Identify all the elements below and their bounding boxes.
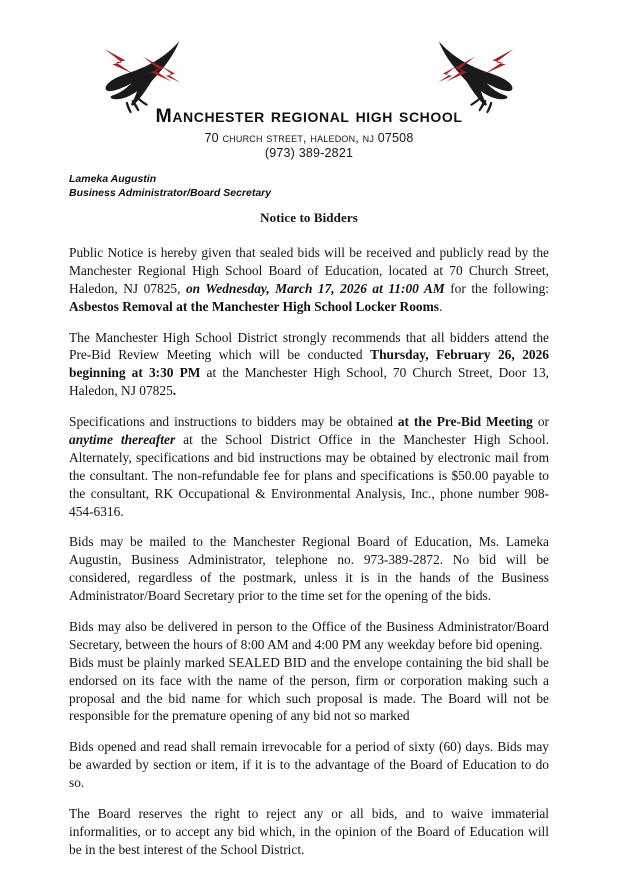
falcon-lightning-logo (420, 28, 538, 114)
p1-text-1: Public Notice is hereby given that sealed bids will be received and publicly read by the Manchester Regional High School Board of Education, located at 70 Church Street, Haledon, NJ 07825, (69, 245, 549, 296)
p1-text-2: for the following: (444, 280, 549, 296)
masthead (0, 106, 618, 160)
school-address: 70 church street, haledon, nj 07508 (204, 131, 414, 146)
paragraph-sealed-bid: Bids must be plainly marked SEALED BID and the envelope containing the bid shall be endorsed on its face with the name of the person, firm or corporation making such a proposal and the bid name for which such proposal is made. The Board will not be responsible for the premature opening of any bid not so marked (69, 654, 549, 724)
p1-bid-datetime: on Wednesday, March 17, 2026 at 11:00 AM (185, 280, 445, 296)
administrator-block (69, 172, 271, 200)
administrator-title: Business Administrator/Board Secretary (69, 187, 272, 200)
paragraph-mailed-bids: Bids may be mailed to the Manchester Regional Board of Education, Ms. Lameka Augustin, Business Administrator, telephone no. 973-389-2872. No bid will be considered, regardless of the postmark, unless it is in the hands of the Business Administrator/Board Secretary prior to the time set for the opening of the bids. (69, 534, 549, 604)
paragraph-in-person-delivery: Bids may also be delivered in person to the Office of the Business Administrator/Board Secretary, between the hours of 8:00 AM and 4:00 PM any weekday before bid opening. (69, 619, 549, 652)
p2-text-end: . (172, 383, 177, 399)
paragraph-public-notice (69, 244, 549, 316)
p3-text-1: Specifications and instructions to bidders may be obtained (69, 414, 398, 430)
p2-text-1: The Manchester High School District strongly recommends that all bidders attend the Pre-Bid Review Meeting which will be conducted (69, 329, 549, 363)
letterhead (0, 0, 618, 160)
falcon-lightning-logo (80, 28, 198, 114)
school-name: Manchester regional high school (155, 105, 463, 127)
page-title: Notice to Bidders (260, 210, 358, 225)
p3-anytime-thereafter: anytime thereafter (69, 432, 176, 448)
p3-text-3: at the School District Office in the Manchester High School. Alternately, specifications and bid instructions may be obtained by electronic mail from the consultant. The non-refundable fee for plans and specifications is $50.00 payable to the consultant, RK Occupational & Environmental Analysis, Inc., phone number 908-454-6316. (69, 432, 549, 519)
administrator-name: Lameka Augustin (69, 173, 157, 185)
p1-project-name: Asbestos Removal at the Manchester High School Locker Rooms (69, 298, 439, 314)
paragraph-specifications (69, 413, 549, 520)
p2-text-2: at the Manchester High School, 70 Church Street, Door 13, Haledon, NJ 07825 (69, 365, 550, 399)
notice-body (69, 210, 549, 872)
school-phone: (973) 389-2821 (264, 146, 354, 161)
p1-text-3: . (438, 298, 443, 314)
paragraph-board-rights: The Board reserves the right to reject any or all bids, and to waive immaterial informalities, or to accept any bid which, in the opinion of the Board of Education will be in the best interest of the School District. (69, 806, 549, 857)
p3-prebid-meeting: at the Pre-Bid Meeting (397, 414, 533, 430)
paragraph-irrevocable-period: Bids opened and read shall remain irrevocable for a period of sixty (60) days. Bids may be awarded by section or item, if it is to the advantage of the Board of Education to do so. (69, 739, 549, 791)
paragraph-prebid-meeting (69, 329, 549, 401)
p3-text-2: or (532, 414, 549, 430)
p2-meeting-datetime: Thursday, February 26, 2026 beginning at 3:30 PM (69, 347, 549, 381)
